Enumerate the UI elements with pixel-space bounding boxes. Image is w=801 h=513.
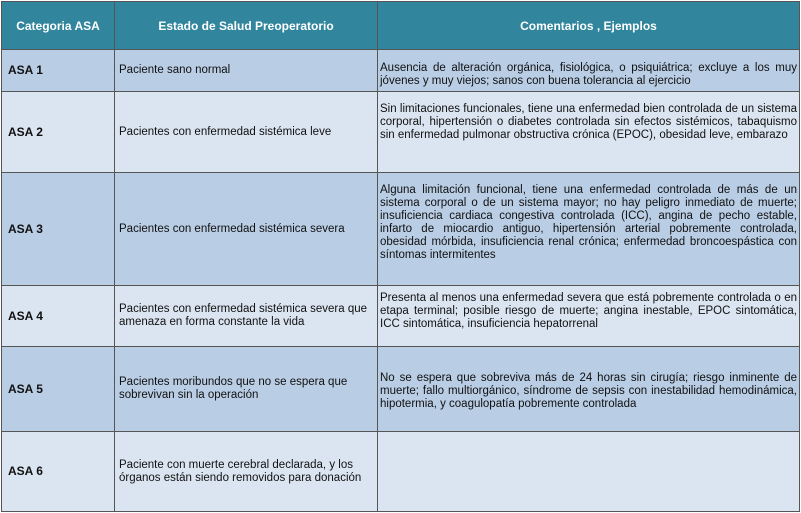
- header-category: Categoria ASA: [2, 2, 115, 50]
- comments-cell: No se espera que sobreviva más de 24 horas sin cirugía; riesgo inminente de muerte; fallo multiorgánico, síndrome de sepsis con inestabilidad hemodinámica, hipotermia, y coagulopatía pobremente controlada: [378, 347, 800, 432]
- header-comments: Comentarios , Ejemplos: [378, 2, 800, 50]
- table-row: [2, 92, 800, 173]
- state-cell: Pacientes con enfermedad sistémica severa que amenaza en forma constante la vida: [115, 286, 378, 347]
- header-row: [2, 2, 800, 50]
- category-cell: ASA 1: [2, 50, 115, 92]
- category-cell: ASA 4: [2, 286, 115, 347]
- state-cell: Paciente con muerte cerebral declarada, y los órganos están siendo removidos para donación: [115, 432, 378, 512]
- comments-cell: Alguna limitación funcional, tiene una enfermedad controlada de más de un sistema corporal o de un sistema mayor; no hay peligro inmediato de muerte; insuficiencia cardiaca congestiva controlada (ICC), angina de pecho estable, infarto de miocardio antiguo, hipertensión arterial pobremente controlada, obesidad mórbida, insuficiencia renal crónica; enfermedad broncoespástica con síntomas intermitentes: [378, 173, 800, 286]
- state-cell: Pacientes con enfermedad sistémica severa: [115, 173, 378, 286]
- table-row: [2, 173, 800, 286]
- category-cell: ASA 6: [2, 432, 115, 512]
- header-state: Estado de Salud Preoperatorio: [115, 2, 378, 50]
- category-cell: ASA 5: [2, 347, 115, 432]
- state-cell: Pacientes con enfermedad sistémica leve: [115, 92, 378, 173]
- table-row: [2, 286, 800, 347]
- table-row: [2, 50, 800, 92]
- category-cell: ASA 3: [2, 173, 115, 286]
- comments-cell: [378, 432, 800, 512]
- state-cell: Pacientes moribundos que no se espera que sobrevivan sin la operación: [115, 347, 378, 432]
- comments-cell: Ausencia de alteración orgánica, fisiológica, o psiquiátrica; excluye a los muy jóvenes y muy viejos; sanos con buena tolerancia al ejercicio: [378, 50, 800, 92]
- state-cell: Paciente sano normal: [115, 50, 378, 92]
- comments-cell: Sin limitaciones funcionales, tiene una enfermedad bien controlada de un sistema corporal, hipertensión o diabetes controlada sin efectos sistémicos, tabaquismo sin enfermedad pulmonar obstructiva crónica (EPOC), obesidad leve, embarazo: [378, 92, 800, 173]
- comments-cell: Presenta al menos una enfermedad severa que está pobremente controlada o en etapa terminal; posible riesgo de muerte; angina inestable, EPOC sintomática, ICC sintomática, insuficiencia hepatorrenal: [378, 286, 800, 347]
- asa-classification-table: [1, 1, 800, 512]
- table-row: [2, 347, 800, 432]
- category-cell: ASA 2: [2, 92, 115, 173]
- table-row: [2, 432, 800, 512]
